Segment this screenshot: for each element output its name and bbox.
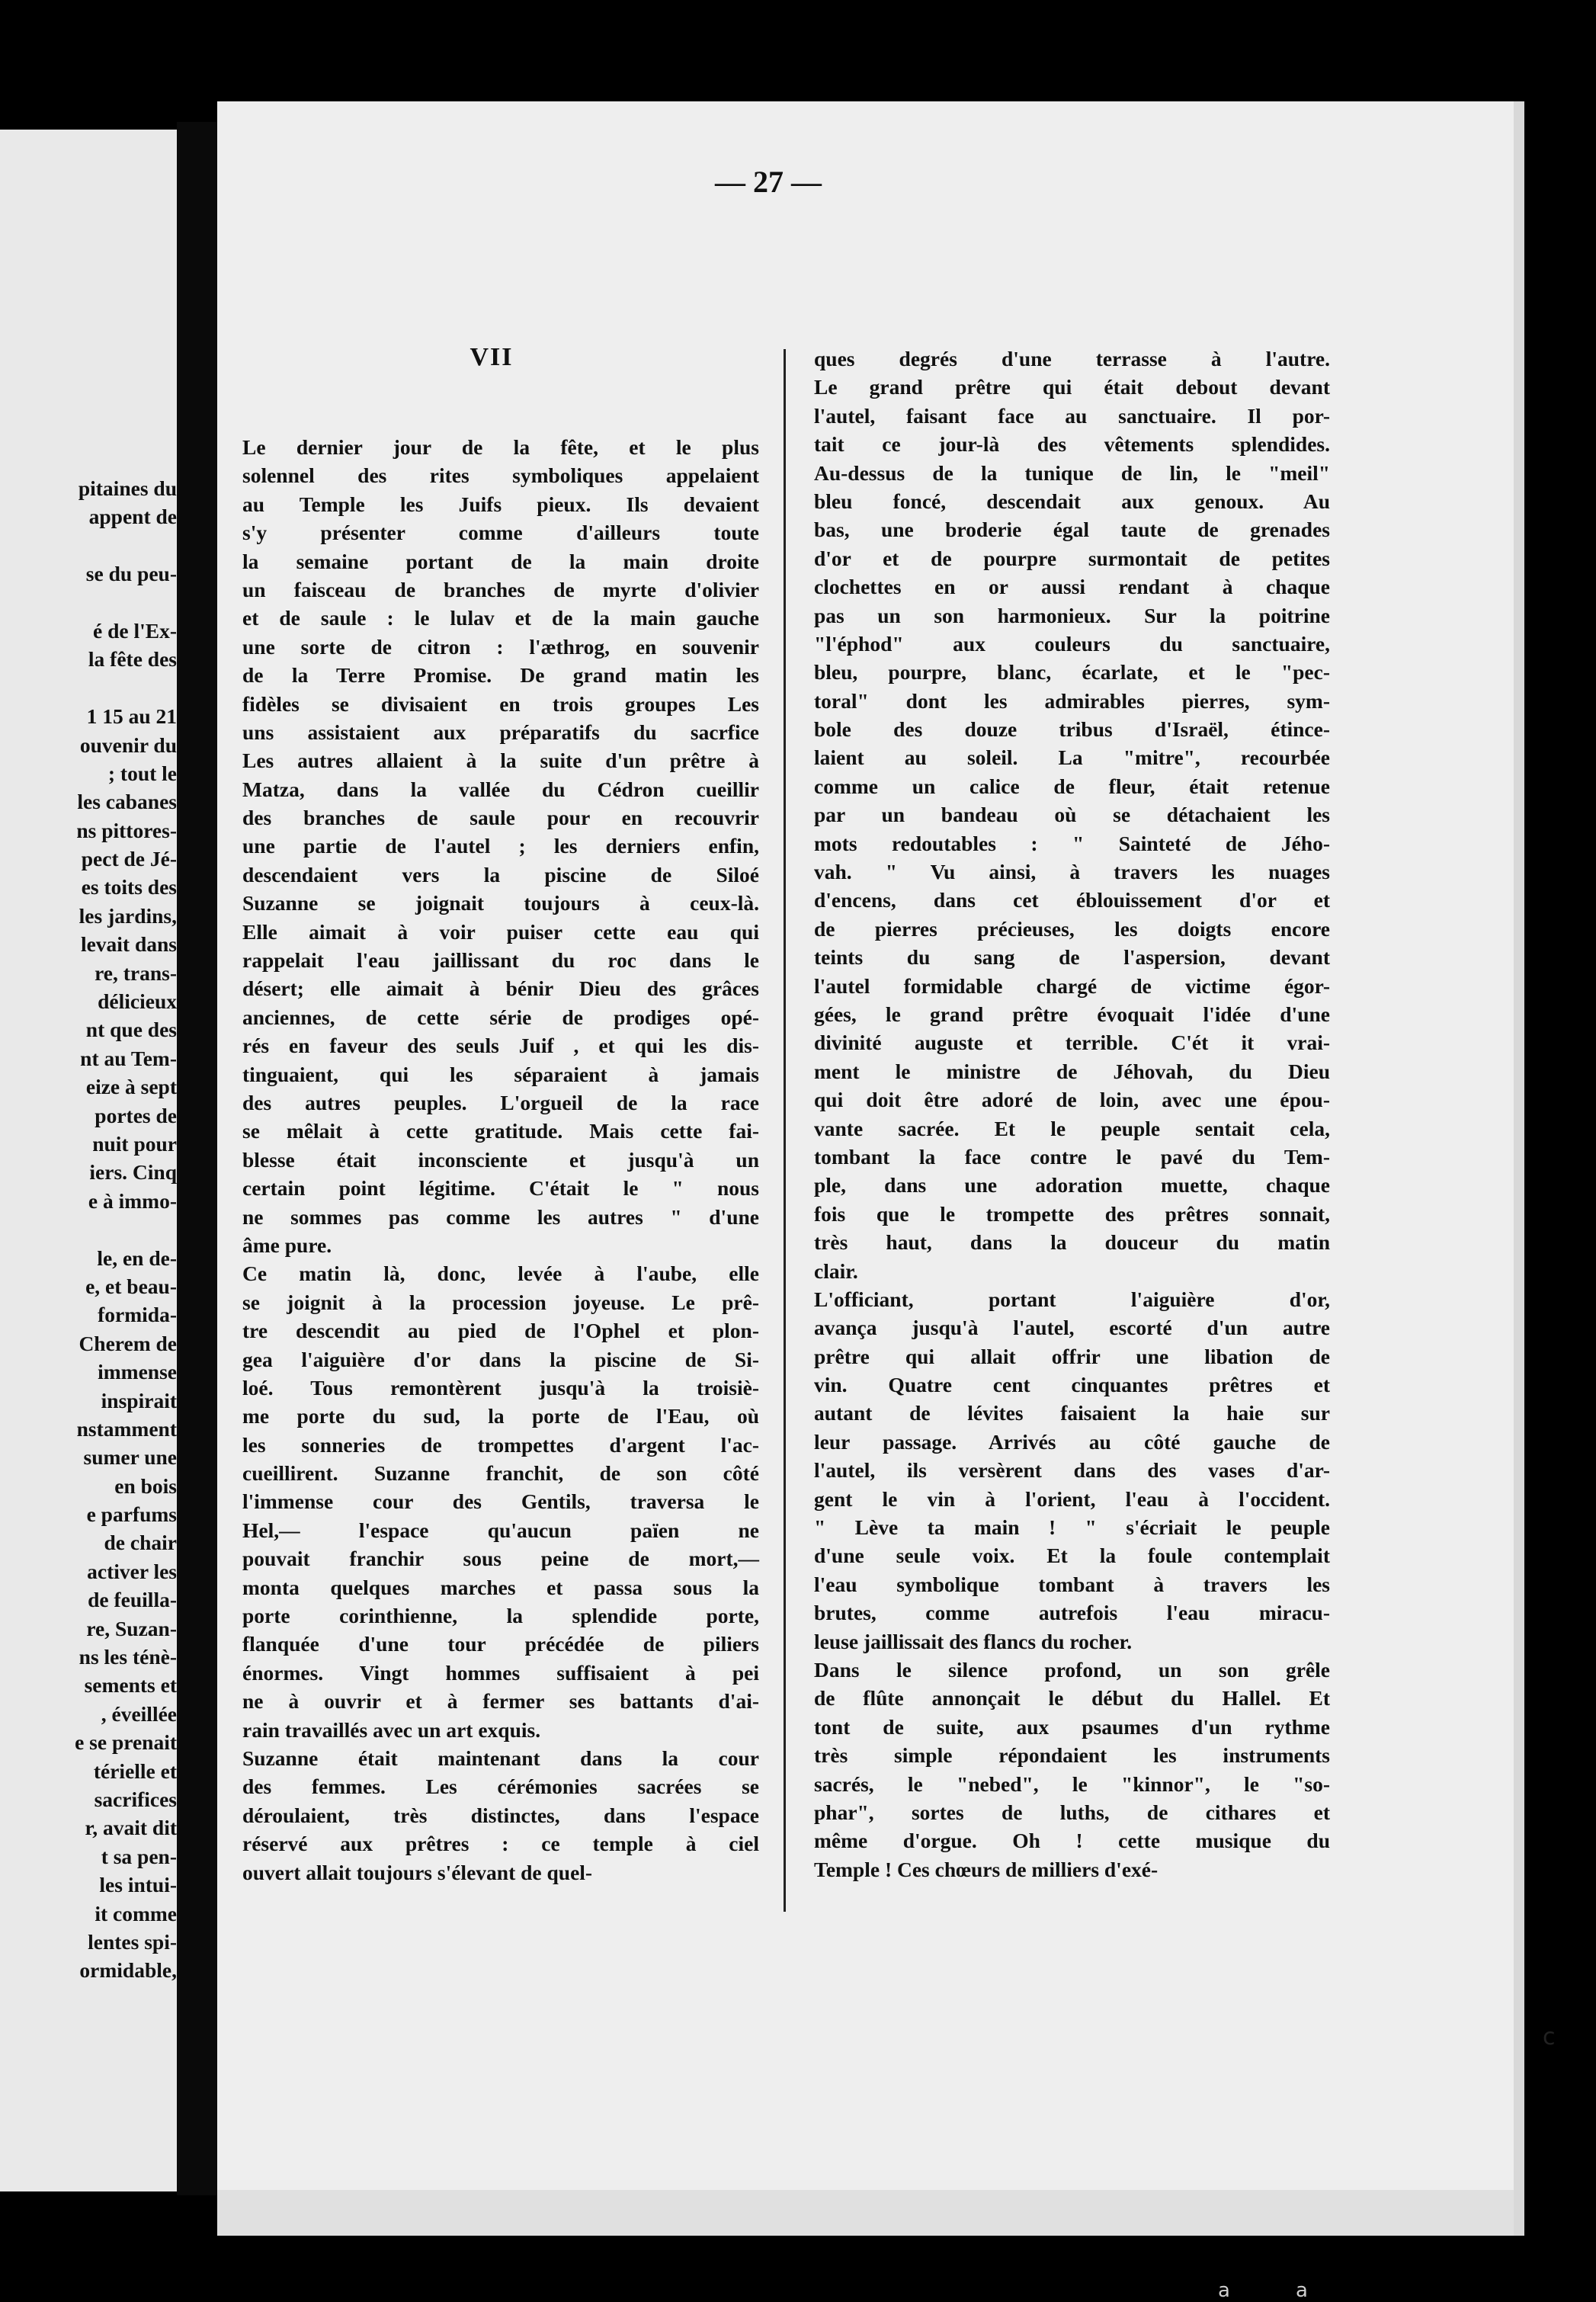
fragment-line: r, avait dit	[85, 1816, 177, 1840]
fragment-line: de feuilla-	[88, 1588, 177, 1612]
text-line: déroulaient, très distinctes, dans l'espace	[242, 1803, 759, 1827]
fragment-line: e, et beau-	[85, 1274, 177, 1298]
text-line: rés en faveur des seuls Juif , et qui les dis-	[242, 1034, 759, 1058]
text-line: cueillirent. Suzanne franchit, de son côté	[242, 1461, 759, 1486]
text-line: Hel,— l'espace qu'aucun païen ne	[242, 1518, 759, 1542]
text-line: teints du sang de l'aspersion, devant	[814, 945, 1330, 970]
text-line: Le grand prêtre qui était debout devant	[814, 375, 1330, 399]
text-line: leuse jaillissait des flancs du rocher.	[814, 1629, 1133, 1653]
fragment-line: es toits des	[81, 875, 177, 899]
text-line: tombant la face contre le pavé du Tem-	[814, 1144, 1330, 1169]
text-line: Suzanne se joignait toujours à ceux-là.	[242, 891, 759, 915]
fragment-line: se du peu-	[85, 562, 177, 586]
text-line: anciennes, de cette série de prodiges opé-	[242, 1005, 759, 1029]
text-line: rain travaillés avec un art exquis.	[242, 1717, 541, 1742]
text-line: bleu foncé, descendait aux genoux. Au	[814, 489, 1330, 513]
text-line: Ce matin là, donc, levée à l'aube, elle	[242, 1262, 759, 1286]
book-spine	[177, 122, 217, 2195]
text-line: ne sommes pas comme les autres " d'une	[242, 1204, 759, 1229]
text-line: ne à ouvrir et à fermer ses battants d'ai-	[242, 1689, 759, 1714]
bottom-glyph: a	[1296, 2279, 1308, 2302]
text-column-right	[814, 345, 1330, 1884]
fragment-line	[0, 588, 177, 617]
fragment-line: lentes spi-	[88, 1929, 177, 1954]
text-line: bole des douze tribus d'Israël, étince-	[814, 717, 1330, 742]
text-line: L'officiant, portant l'aiguière d'or,	[814, 1287, 1330, 1311]
fragment-line: les jardins,	[79, 903, 177, 928]
fragment-line: les intui-	[99, 1873, 177, 1897]
text-line: me porte du sud, la porte de l'Eau, où	[242, 1404, 759, 1428]
text-line: d'encens, dans cet éblouissement d'or et	[814, 888, 1330, 912]
text-line: pouvait franchir sous peine de mort,—	[242, 1547, 759, 1571]
text-line: autant de lévites faisaient la haie sur	[814, 1401, 1330, 1425]
fragment-line	[0, 674, 177, 702]
fragment-line: le, en de-	[97, 1246, 177, 1270]
fragment-line: ns pittores-	[76, 818, 177, 842]
fragment-line: nt au Tem-	[80, 1046, 177, 1070]
text-line: Matza, dans la vallée du Cédron cueillir	[242, 777, 759, 801]
text-line: porte corinthienne, la splendide porte,	[242, 1604, 759, 1628]
text-line: rappelait l'eau jaillissant du roc dans le	[242, 948, 759, 973]
fragment-line: e se prenait	[75, 1730, 177, 1755]
fragment-line: les cabanes	[77, 790, 177, 814]
fragment-line	[0, 531, 177, 559]
text-line: toral" dont les admirables pierres, sym-	[814, 688, 1330, 713]
text-line: de la Terre Promise. De grand matin les	[242, 663, 759, 688]
fragment-line: appent de	[88, 505, 177, 529]
text-line: divinité auguste et terrible. C'ét it vrai-	[814, 1031, 1330, 1055]
text-line: se joignit à la procession joyeuse. Le prê-	[242, 1290, 759, 1314]
fragment-line	[0, 1215, 177, 1243]
text-line: la semaine portant de la main droite	[242, 549, 759, 573]
text-line: solennel des rites symboliques appelaient	[242, 463, 759, 488]
column-divider	[784, 349, 786, 1912]
text-line: avança jusqu'à l'autel, escorté d'un autre	[814, 1316, 1330, 1340]
text-line: clair.	[814, 1258, 858, 1283]
fragment-line: e parfums	[86, 1502, 177, 1527]
text-line: leur passage. Arrivés au côté gauche de	[814, 1429, 1330, 1454]
fragment-line: inspirait	[101, 1388, 177, 1412]
text-line: certain point légitime. C'était le " nous	[242, 1176, 759, 1201]
text-line: Temple ! Ces chœurs de milliers d'exé-	[814, 1857, 1159, 1881]
fragment-line: nuit pour	[92, 1131, 177, 1156]
page-right-edge	[1514, 101, 1524, 2236]
fragment-line: é de l'Ex-	[93, 618, 177, 643]
fragment-line: ns les ténè-	[79, 1645, 177, 1669]
text-line: désert; elle aimait à bénir Dieu des grâces	[242, 976, 759, 1001]
text-line: ouvert allait toujours s'élevant de quel-	[242, 1860, 593, 1884]
text-line: ple, dans une adoration muette, chaque	[814, 1173, 1330, 1197]
text-line: bleu, pourpre, blanc, écarlate, et le "pec-	[814, 660, 1330, 685]
text-line: laient au soleil. La "mitre", recourbée	[814, 745, 1330, 770]
text-line: d'or et de pourpre surmontait de petites	[814, 546, 1330, 570]
text-line: Suzanne était maintenant dans la cour	[242, 1746, 759, 1770]
text-line: clochettes en or aussi rendant à chaque	[814, 575, 1330, 599]
text-line: flanquée d'une tour précédée de piliers	[242, 1632, 759, 1656]
text-column-left	[242, 433, 759, 1887]
fragment-line: térielle et	[93, 1759, 177, 1783]
text-line: au Temple les Juifs pieux. Ils devaient	[242, 492, 759, 516]
text-line: vin. Quatre cent cinquantes prêtres et	[814, 1373, 1330, 1397]
text-line: bas, une broderie égal taute de grenades	[814, 518, 1330, 542]
text-line: gées, le grand prêtre évoquait l'idée d'une	[814, 1002, 1330, 1026]
text-line: monta quelques marches et passa sous la	[242, 1575, 759, 1599]
fragment-line: t sa pen-	[101, 1844, 177, 1868]
text-line: blesse était inconsciente et jusqu'à un	[242, 1147, 759, 1172]
text-line: l'autel formidable chargé de victime égor-	[814, 973, 1330, 998]
fragment-line: levait dans	[80, 932, 177, 957]
fragment-line: la fête des	[88, 647, 177, 672]
text-line: qui doit être adoré de loin, avec une épou-	[814, 1088, 1330, 1112]
bottom-glyph: a	[1218, 2279, 1230, 2302]
text-line: prêtre qui allait offrir une libation de	[814, 1344, 1330, 1368]
text-line: très simple répondaient les instruments	[814, 1743, 1330, 1768]
fragment-line: de chair	[104, 1531, 177, 1555]
fragment-line: 1 15 au 21	[86, 704, 177, 729]
text-line: descendaient vers la piscine de Siloé	[242, 862, 759, 886]
text-line: gent le vin à l'orient, l'eau à l'occident.	[814, 1486, 1330, 1511]
text-line: loé. Tous remontèrent jusqu'à la troisiè-	[242, 1375, 759, 1399]
text-line: gea l'aiguière d'or dans la piscine de Si-	[242, 1347, 759, 1371]
page-number: — 27 —	[715, 165, 822, 199]
fragment-line: portes de	[95, 1103, 177, 1127]
text-line: énormes. Vingt hommes suffisaient à pei	[242, 1660, 759, 1685]
fragment-line: pect de Jé-	[81, 847, 177, 871]
chapter-heading: VII	[470, 343, 514, 371]
text-line: très haut, dans la douceur du matin	[814, 1230, 1330, 1255]
fragment-line: sements et	[84, 1673, 177, 1698]
text-line: tait ce jour-là des vêtements splendides.	[814, 432, 1330, 457]
text-line: tinguaient, qui les séparaient à jamais	[242, 1062, 759, 1086]
text-line: par un bandeau où se détachaient les	[814, 803, 1330, 827]
fragment-line: eize à sept	[85, 1075, 177, 1099]
fragment-line: ouvenir du	[79, 733, 177, 757]
text-line: brutes, comme autrefois l'eau miracu-	[814, 1601, 1330, 1625]
text-line: ques degrés d'une terrasse à l'autre.	[814, 347, 1330, 370]
left-page-text-column	[0, 474, 177, 1985]
text-line: Les autres allaient à la suite d'un prêtre à	[242, 749, 759, 773]
fragment-line: re, Suzan-	[86, 1616, 177, 1640]
text-line: se mêlait à cette gratitude. Mais cette fai-	[242, 1119, 759, 1143]
text-line: fois que le trompette des prêtres sonnait,	[814, 1201, 1330, 1226]
text-line: " Lève ta main ! " s'écriait le peuple	[814, 1515, 1330, 1540]
text-line: des autres peuples. L'orgueil de la race	[242, 1090, 759, 1114]
text-line: l'eau symbolique tombant à travers les	[814, 1572, 1330, 1596]
text-line: "l'éphod" aux couleurs du sanctuaire,	[814, 631, 1330, 656]
fragment-line: nstamment	[76, 1416, 177, 1441]
fragment-line: pitaines du	[78, 476, 177, 500]
fragment-line: nt que des	[85, 1018, 177, 1042]
text-line: comme un calice de fleur, était retenue	[814, 774, 1330, 798]
text-line: une sorte de citron : l'æthrog, en souvenir	[242, 634, 759, 659]
fragment-line: e à immo-	[88, 1188, 177, 1213]
text-line: fidèles se divisaient en trois groupes Les	[242, 691, 759, 716]
fragment-line: re, trans-	[95, 960, 177, 985]
fragment-line: ; tout le	[107, 761, 177, 785]
text-line: tont de suite, aux psaumes d'un rythme	[814, 1714, 1330, 1739]
text-line: pas un son harmonieux. Sur la poitrine	[814, 603, 1330, 627]
text-line: l'autel, faisant face au sanctuaire. Il por-	[814, 403, 1330, 428]
text-line: Au-dessus de la tunique de lin, le "meil"	[814, 460, 1330, 485]
text-line: des branches de saule pour en recouvrir	[242, 806, 759, 830]
text-line: vante sacrée. Et le peuple sentait cela,	[814, 1116, 1330, 1140]
text-line: mots redoutables : " Sainteté de Jého-	[814, 831, 1330, 855]
fragment-line: it comme	[95, 1901, 177, 1925]
text-line: sacrés, le "nebed", le "kinnor", le "so-	[814, 1771, 1330, 1796]
fragment-line: immense	[98, 1360, 177, 1384]
text-line: d'une seule voix. Et la foule contemplait	[814, 1544, 1330, 1568]
text-line: phar", sortes de luths, de cithares et	[814, 1800, 1330, 1824]
text-line: de flûte annonçait le début du Hallel. Et	[814, 1686, 1330, 1710]
text-line: vah. " Vu ainsi, à travers les nuages	[814, 860, 1330, 884]
text-line: un faisceau de branches de myrte d'olivier	[242, 577, 759, 601]
fragment-line: sacrifices	[94, 1787, 177, 1811]
text-line: une partie de l'autel ; les derniers enfin,	[242, 834, 759, 858]
fragment-line: ormidable,	[79, 1958, 177, 1983]
page-bottom-edge	[217, 2190, 1524, 2236]
fragment-line: activer les	[87, 1559, 177, 1583]
fragment-line: en bois	[114, 1473, 177, 1498]
text-line: âme pure.	[242, 1233, 332, 1257]
text-line: réservé aux prêtres : ce temple à ciel	[242, 1832, 759, 1856]
edge-mark: c	[1543, 2024, 1556, 2050]
fragment-line: iers. Cinq	[89, 1160, 177, 1185]
text-line: Le dernier jour de la fête, et le plus	[242, 435, 759, 459]
text-line: Elle aimait à voir puiser cette eau qui	[242, 919, 759, 944]
text-line: Dans le silence profond, un son grêle	[814, 1657, 1330, 1682]
fragment-line: , éveillée	[101, 1701, 177, 1726]
fragment-line: Cherem de	[79, 1331, 177, 1355]
text-line: et de saule : le lulav et de la main gauche	[242, 606, 759, 630]
left-page-fragment	[0, 130, 177, 2191]
text-line: uns assistaient aux préparatifs du sacrfice	[242, 720, 759, 744]
text-line: ment le ministre de Jéhovah, du Dieu	[814, 1059, 1330, 1083]
text-line: tre descendit au pied de l'Ophel et plon-	[242, 1319, 759, 1343]
text-line: même d'orgue. Oh ! cette musique du	[814, 1829, 1330, 1853]
fragment-line: formida-	[98, 1303, 177, 1327]
fragment-line: sumer une	[83, 1445, 177, 1470]
fragment-line: délicieux	[98, 989, 177, 1014]
text-line: les sonneries de trompettes d'argent l'ac-	[242, 1432, 759, 1457]
text-line: l'autel, ils versèrent dans des vases d'ar-	[814, 1458, 1330, 1483]
text-line: s'y présenter comme d'ailleurs toute	[242, 521, 759, 545]
text-line: de pierres précieuses, les doigts encore	[814, 916, 1330, 941]
text-line: l'immense cour des Gentils, traversa le	[242, 1489, 759, 1514]
text-line: des femmes. Les cérémonies sacrées se	[242, 1775, 759, 1799]
